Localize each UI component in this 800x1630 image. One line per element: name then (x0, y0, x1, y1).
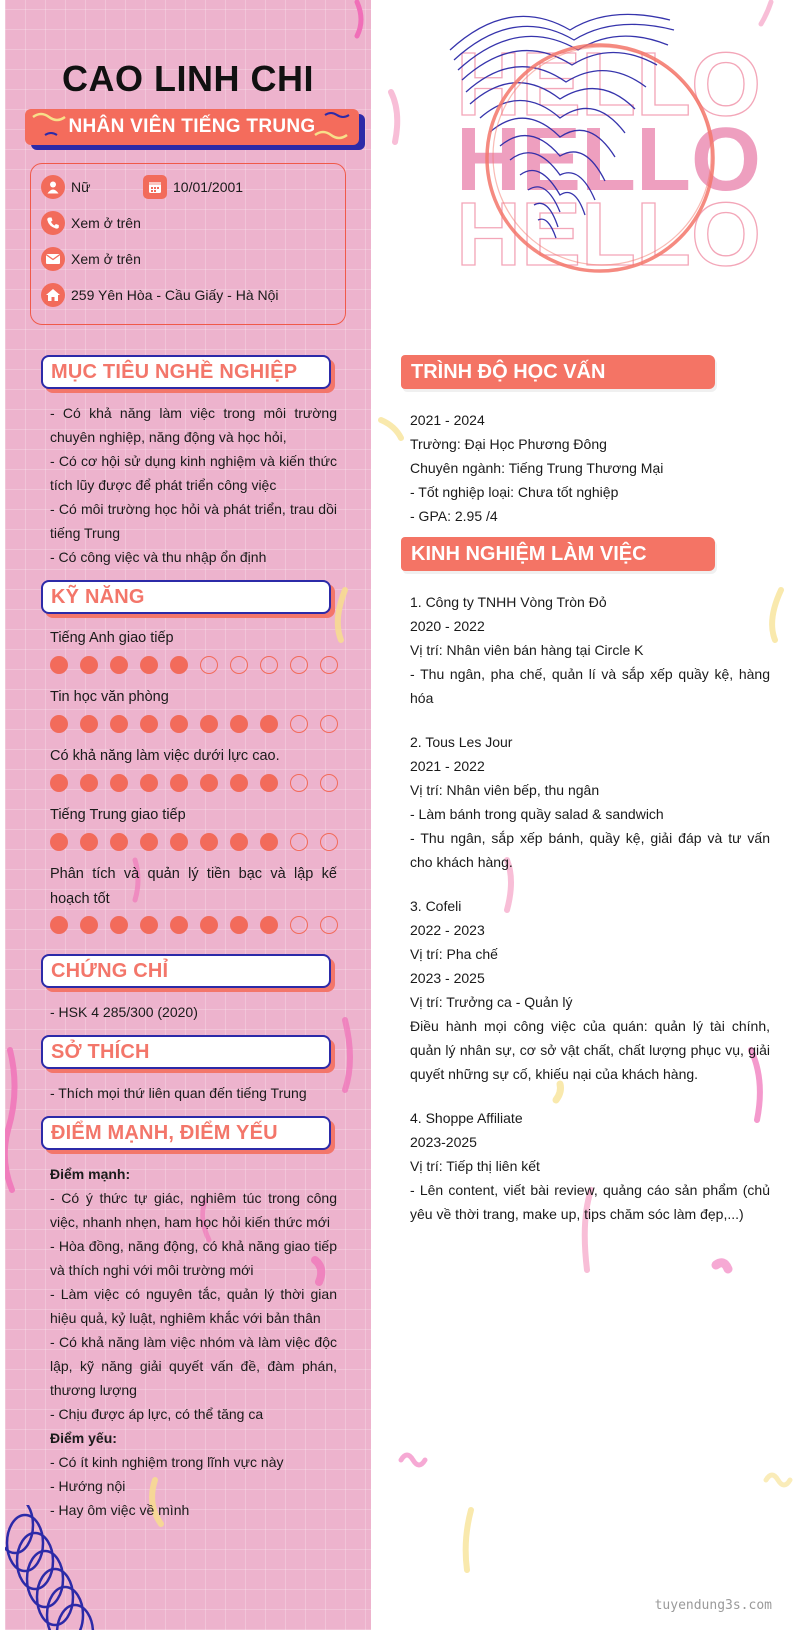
rating-dot-filled (50, 833, 68, 851)
objective-line: - Có công việc và thu nhập ổn định (50, 549, 267, 565)
rating-dot-filled (260, 916, 278, 934)
rating-dot-filled (260, 774, 278, 792)
job-line: - Thu ngân, sắp xếp bánh, quầy kệ, giải đáp và tư vấn cho khách hàng. (410, 830, 770, 870)
info-address (41, 283, 279, 307)
skills-title: KỸ NĂNG (51, 585, 145, 608)
skill-name: Có khả năng làm việc dưới lực cao. (50, 748, 280, 764)
hobby-text: - Thích mọi thứ liên quan đến tiếng Trung (50, 1085, 307, 1101)
rating-dot-filled (80, 916, 98, 934)
rating-dot-filled (170, 774, 188, 792)
info-gender (41, 175, 90, 199)
hobbies-title: SỞ THÍCH (51, 1040, 150, 1063)
education-text (410, 408, 770, 528)
education-title: TRÌNH ĐỘ HỌC VẤN (411, 360, 606, 383)
certificate-text: - HSK 4 285/300 (2020) (50, 1004, 198, 1020)
job-line: 2020 - 2022 (410, 618, 485, 634)
rating-dot-filled (50, 656, 68, 674)
objective-text (50, 401, 337, 569)
rating-dot-empty (290, 916, 308, 934)
rating-dot-filled (140, 916, 158, 934)
job-line: Vị trí: Trưởng ca - Quản lý (410, 994, 573, 1010)
hello-outline-bottom: HELLO (456, 185, 761, 285)
rating-dot-empty (320, 774, 338, 792)
hello-hero-graphic (440, 0, 800, 300)
section-header-certificates (41, 954, 331, 988)
job-entry (410, 1106, 770, 1226)
rating-dot-filled (230, 916, 248, 934)
rating-dot-empty (290, 715, 308, 733)
phone-text: Xem ở trên (71, 215, 141, 231)
rating-dot-filled (140, 715, 158, 733)
experience-text (410, 590, 770, 1226)
experience-title: KINH NGHIỆM LÀM VIỆC (411, 542, 647, 565)
skill-name: Tiếng Anh giao tiếp (50, 630, 174, 646)
email-text: Xem ở trên (71, 251, 141, 267)
hello-outline-top: HELLO (456, 35, 761, 135)
job-line: Vị trí: Nhân viên bếp, thu ngân (410, 782, 600, 798)
objective-line: - Có cơ hội sử dụng kinh nghiệm và kiến thức tích lũy được để phát triển công việc (50, 453, 337, 493)
calendar-icon (143, 175, 167, 199)
rating-dot-empty (290, 656, 308, 674)
rating-dot-filled (170, 833, 188, 851)
strength-line: - Có ý thức tự giác, nghiêm túc trong công việc, nhanh nhẹn, ham học hỏi kiến thức mới (50, 1190, 337, 1230)
rating-dot-filled (110, 833, 128, 851)
skill-rating (50, 916, 338, 934)
rating-dot-filled (50, 715, 68, 733)
objective-line: - Có môi trường học hỏi và phát triển, trau dồi tiếng Trung (50, 501, 337, 541)
job-line: 2021 - 2022 (410, 758, 485, 774)
rating-dot-filled (110, 774, 128, 792)
rating-dot-filled (170, 715, 188, 733)
info-email (41, 247, 141, 271)
section-header-skills (41, 580, 331, 614)
dob-text: 10/01/2001 (173, 179, 244, 195)
rating-dot-filled (170, 916, 188, 934)
rating-dot-empty (230, 656, 248, 674)
skill-name: Phân tích và quản lý tiền bạc và lập kế hoạch tốt (50, 866, 337, 907)
job-line: 3. Cofeli (410, 898, 462, 914)
skill-rating (50, 715, 338, 733)
education-line: - Tốt nghiệp loại: Chưa tốt nghiệp (410, 484, 619, 500)
job-line: - Làm bánh trong quầy salad & sandwich (410, 806, 664, 822)
weakness-line: - Có ít kinh nghiệm trong lĩnh vực này (50, 1454, 284, 1470)
rating-dot-empty (200, 656, 218, 674)
address-text: 259 Yên Hòa - Cầu Giấy - Hà Nội (71, 287, 279, 303)
role-title: NHÂN VIÊN TIẾNG TRUNG (68, 116, 316, 137)
rating-dot-filled (110, 916, 128, 934)
job-line: 1. Công ty TNHH Vòng Tròn Đỏ (410, 594, 607, 610)
strengths-label: Điểm mạnh: (50, 1166, 131, 1182)
rating-dot-filled (140, 774, 158, 792)
rating-dot-filled (140, 833, 158, 851)
rating-dot-filled (50, 774, 68, 792)
rating-dot-empty (290, 833, 308, 851)
weakness-line: - Hướng nội (50, 1478, 126, 1494)
info-dob (143, 175, 243, 199)
rating-dot-filled (200, 916, 218, 934)
strength-line: - Có khả năng làm việc nhóm và làm việc độc lập, kỹ năng giải quyết vấn đề, đàm phán, thương lượng (50, 1334, 337, 1398)
job-entry (410, 730, 770, 874)
objective-line: - Có khả năng làm việc trong môi trường chuyên nghiệp, năng động và học hỏi, (50, 405, 337, 445)
skill-name: Tiếng Trung giao tiếp (50, 807, 186, 823)
job-line: Vị trí: Tiếp thị liên kết (410, 1158, 540, 1174)
rating-dot-filled (230, 774, 248, 792)
gender-text: Nữ (71, 179, 91, 195)
strength-line: - Hòa đồng, năng động, có khả năng giao tiếp và thích nghi với môi trường mới (50, 1238, 337, 1278)
section-header-experience (401, 537, 715, 571)
section-header-education (401, 355, 715, 389)
phone-icon (41, 211, 65, 235)
weaknesses-label: Điểm yếu: (50, 1430, 117, 1446)
certificates-title: CHỨNG CHỈ (51, 959, 169, 982)
job-line: 4. Shoppe Affiliate (410, 1110, 523, 1126)
job-line: 2023 - 2025 (410, 970, 485, 986)
job-line: Điều hành mọi công việc của quán: quản lý tài chính, quản lý nhân sự, cơ sở vật chất, chất lượng phục vụ, giải quyết những sự cố, khiếu nại của khách hàng. (410, 1018, 770, 1082)
rating-dot-filled (200, 833, 218, 851)
skill-name: Tin học văn phòng (50, 689, 169, 705)
user-icon (41, 175, 65, 199)
rating-dot-empty (320, 916, 338, 934)
rating-dot-empty (320, 833, 338, 851)
rating-dot-filled (200, 715, 218, 733)
rating-dot-empty (260, 656, 278, 674)
strength-line: - Chịu được áp lực, có thể tăng ca (50, 1406, 264, 1422)
mail-icon (41, 247, 65, 271)
skill-rating (50, 833, 338, 851)
rating-dot-filled (260, 715, 278, 733)
job-line: 2. Tous Les Jour (410, 734, 513, 750)
job-line: 2022 - 2023 (410, 922, 485, 938)
hello-solid: HELLO (456, 110, 761, 210)
job-line: - Thu ngân, pha chế, quản lí và sắp xếp quầy kệ, hàng hóa (410, 666, 770, 706)
rating-dot-filled (80, 715, 98, 733)
education-line: Chuyên ngành: Tiếng Trung Thương Mại (410, 460, 664, 476)
rating-dot-filled (50, 916, 68, 934)
skill-rating (50, 656, 338, 674)
home-icon (41, 283, 65, 307)
education-line: 2021 - 2024 (410, 412, 485, 428)
role-banner (25, 109, 359, 145)
coil-decoration (5, 1505, 115, 1630)
rating-dot-empty (290, 774, 308, 792)
strengths-text (50, 1162, 337, 1522)
rating-dot-filled (170, 656, 188, 674)
section-header-strengths (41, 1116, 331, 1150)
job-entry (410, 894, 770, 1086)
skill-rating (50, 774, 338, 792)
weakness-line: - Hay ôm việc về mình (50, 1502, 190, 1518)
rating-dot-empty (320, 715, 338, 733)
rating-dot-filled (110, 715, 128, 733)
candidate-name: CAO LINH CHI (62, 58, 314, 99)
job-line: 2023-2025 (410, 1134, 477, 1150)
section-header-objective (41, 355, 331, 389)
objective-title: MỤC TIÊU NGHỀ NGHIỆP (51, 360, 298, 383)
rating-dot-filled (230, 715, 248, 733)
rating-dot-filled (110, 656, 128, 674)
education-line: - GPA: 2.95 /4 (410, 508, 498, 524)
strength-line: - Làm việc có nguyên tắc, quản lý thời gian hiệu quả, kỷ luật, nghiêm khắc với bản thân (50, 1286, 337, 1326)
info-phone (41, 211, 141, 235)
section-header-hobbies (41, 1035, 331, 1069)
rating-dot-filled (260, 833, 278, 851)
rating-dot-filled (80, 774, 98, 792)
job-line: - Lên content, viết bài review, quảng cáo sản phẩm (chủ yêu về thời trang, make up, tips chăm sóc làm đẹp,...) (410, 1182, 770, 1222)
job-entry (410, 590, 770, 710)
job-line: Vị trí: Nhân viên bán hàng tại Circle K (410, 642, 644, 658)
rating-dot-filled (80, 656, 98, 674)
rating-dot-filled (140, 656, 158, 674)
watermark: tuyendung3s.com (654, 1598, 772, 1613)
rating-dot-filled (80, 833, 98, 851)
rating-dot-filled (200, 774, 218, 792)
job-line: Vị trí: Pha chế (410, 946, 498, 962)
education-line: Trường: Đại Học Phương Đông (410, 436, 607, 452)
rating-dot-empty (320, 656, 338, 674)
rating-dot-filled (230, 833, 248, 851)
strengths-title: ĐIỂM MẠNH, ĐIỂM YẾU (51, 1121, 278, 1144)
